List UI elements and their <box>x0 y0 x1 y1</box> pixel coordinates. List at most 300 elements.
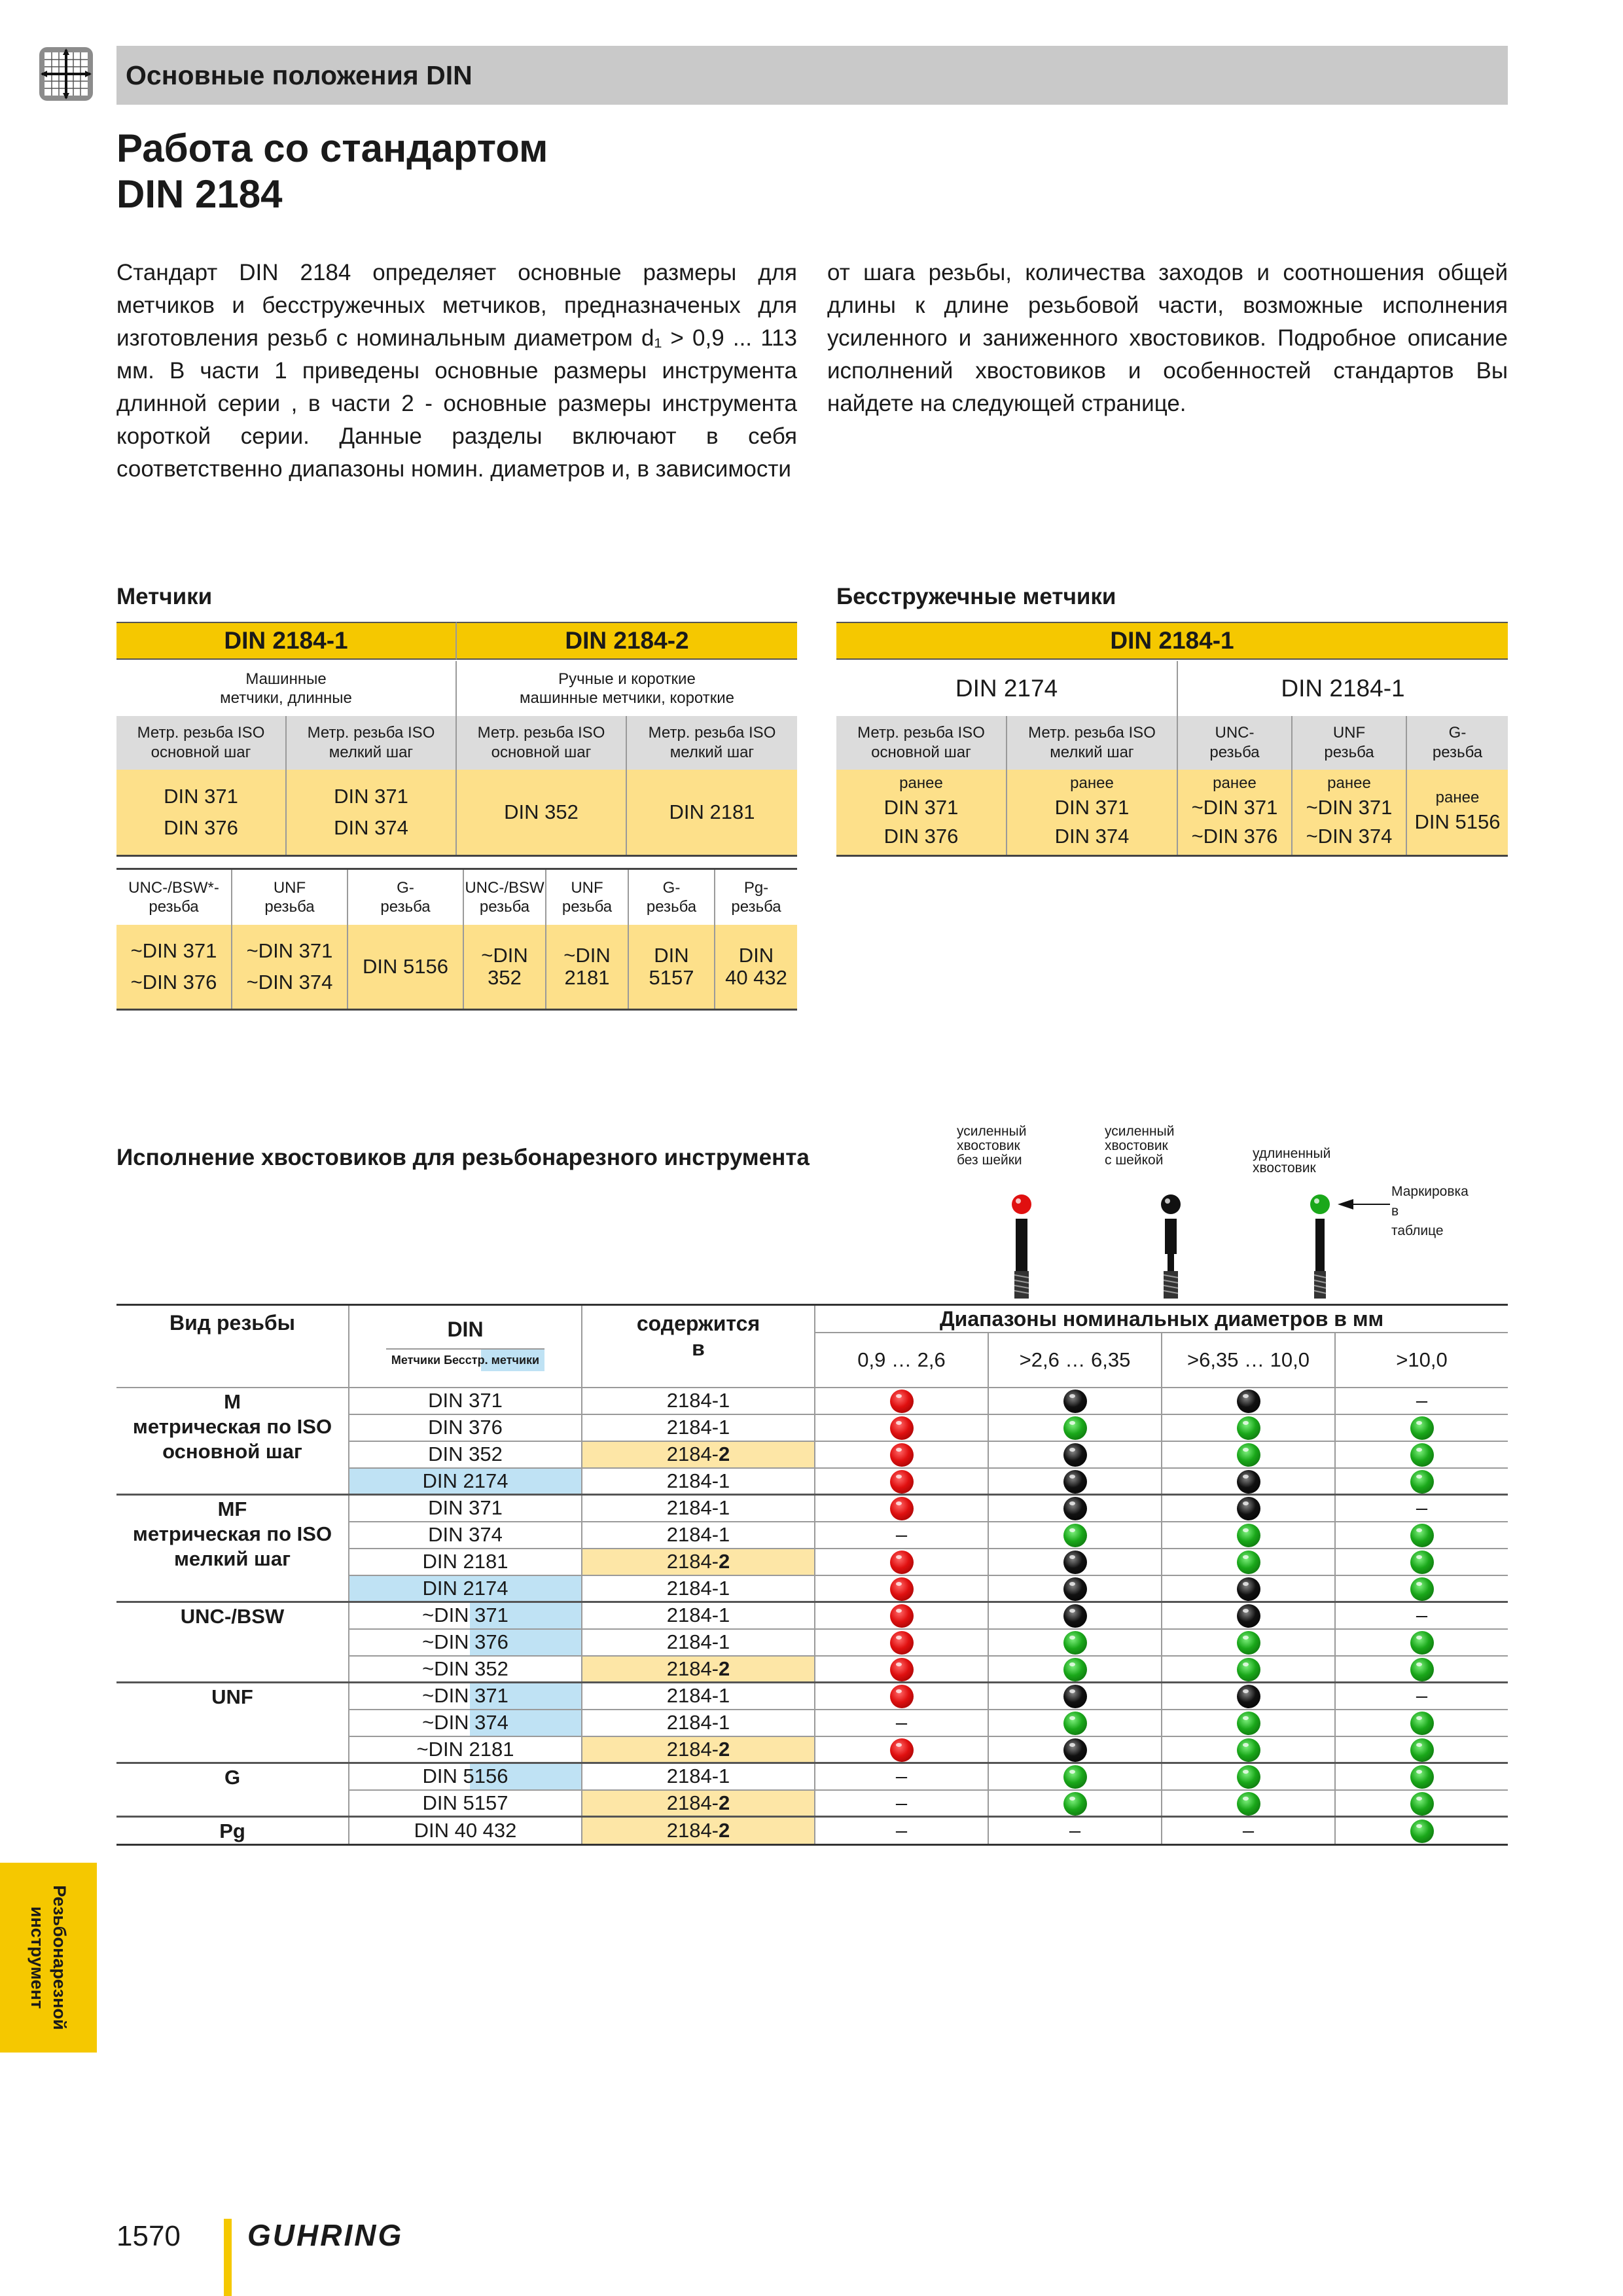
taps2-col-l2: резьба <box>149 898 199 916</box>
din-cell: DIN 376 <box>349 1414 582 1441</box>
taps2-value-a: ~DIN 371 <box>246 939 333 962</box>
range-mark-cell <box>988 1575 1162 1602</box>
taps2-col-l1: UNC-/BSW <box>465 879 544 897</box>
taps2-col-l2: резьба <box>479 898 530 916</box>
taps-col-l1: Метр. резьба ISO <box>648 724 776 742</box>
range-mark-cell <box>815 1575 988 1602</box>
side-tab-line: Резьбонарезной <box>50 1885 69 2030</box>
formers-col-l2: основной шаг <box>871 744 971 761</box>
part-number: 2184-2 <box>666 1443 730 1465</box>
taps2-col-l1: UNF <box>273 879 306 897</box>
shank-reinforced-neck-icon <box>1154 1191 1187 1300</box>
taps-header-part1: DIN 2184-1 <box>116 622 457 660</box>
formers-value-b: ~DIN 374 <box>1306 825 1393 848</box>
taps-second-table <box>116 868 797 1011</box>
range-mark-cell <box>1335 1602 1508 1629</box>
not-available-dash: – <box>1416 1389 1428 1412</box>
formers-col-header <box>836 716 1007 770</box>
marker-caption-line: таблице <box>1391 1223 1444 1238</box>
taps-column-row <box>116 716 797 770</box>
range-mark-cell <box>1162 1629 1335 1656</box>
taps2-col-header <box>116 870 232 925</box>
col-header-ranges: Диапазоны номинальных диаметров в мм <box>815 1305 1508 1333</box>
formers-value-a: DIN 371 <box>1054 796 1130 819</box>
taps2-col-header <box>232 870 348 925</box>
col-header-contained-in <box>582 1305 815 1388</box>
thread-type-line: M <box>224 1390 241 1413</box>
shank-caption-line: усиленный <box>1105 1124 1175 1139</box>
black-marker-icon <box>1237 1470 1260 1494</box>
red-marker-icon <box>890 1416 914 1440</box>
taps-subheader-part1-l1: Машинные <box>245 670 327 688</box>
range-mark-cell <box>1335 1817 1508 1845</box>
not-available-dash: – <box>895 1523 908 1546</box>
part-number: 2184-1 <box>666 1523 730 1546</box>
taps2-col-header <box>348 870 464 925</box>
green-marker-icon <box>1237 1416 1260 1440</box>
taps-value-a: DIN 371 <box>164 785 238 808</box>
green-marker-icon <box>1063 1631 1087 1655</box>
col-header-din-sub: Метчики Бесстр. метчики <box>386 1348 544 1371</box>
taps-value-b: DIN 374 <box>334 816 408 839</box>
range-mark-cell <box>815 1414 988 1441</box>
part-cell <box>582 1629 815 1656</box>
range-mark-cell <box>988 1763 1162 1790</box>
range-mark-cell <box>1162 1736 1335 1763</box>
din-cell: ~DIN 371 <box>349 1602 582 1629</box>
part-number: 2184-1 <box>666 1604 730 1627</box>
din-cell: ~DIN 376 <box>349 1629 582 1656</box>
table-row <box>116 1602 1508 1629</box>
col-header-thread-type: Вид резьбы <box>116 1305 349 1388</box>
green-marker-icon <box>1237 1792 1260 1816</box>
red-marker-icon <box>890 1551 914 1574</box>
not-available-dash: – <box>895 1765 908 1788</box>
range-mark-cell <box>988 1441 1162 1468</box>
taps-col-header <box>457 716 627 770</box>
formers-col-header <box>1293 716 1407 770</box>
part-number: 2184-1 <box>666 1469 730 1492</box>
part-cell <box>582 1575 815 1602</box>
not-available-dash: – <box>1416 1684 1428 1708</box>
part-number: 2184-1 <box>666 1630 730 1653</box>
formers-value-cell <box>1293 770 1407 855</box>
black-marker-icon <box>1237 1390 1260 1413</box>
range-mark-cell <box>1335 1629 1508 1656</box>
formers-label: Бесстружечные метчики <box>836 584 1116 609</box>
red-marker-icon <box>890 1631 914 1655</box>
formers-earlier-label: ранее <box>1213 774 1257 792</box>
range-mark-cell <box>988 1629 1162 1656</box>
green-marker-icon <box>1063 1765 1087 1789</box>
section-title: Основные положения DIN <box>126 60 473 90</box>
marker-caption-line: в <box>1391 1204 1399 1219</box>
range-mark-cell <box>815 1629 988 1656</box>
thread-type-cell <box>116 1388 349 1495</box>
range-mark-cell <box>1335 1388 1508 1414</box>
col-header-din <box>349 1305 582 1388</box>
formers-col-l2: резьба <box>1432 744 1483 761</box>
taps-col-header <box>116 716 287 770</box>
taps-header-part2: DIN 2184-2 <box>457 622 797 660</box>
formers-value-a: ~DIN 371 <box>1306 796 1393 819</box>
formers-subheader-row <box>836 661 1508 716</box>
taps-value-b: DIN 376 <box>164 816 238 839</box>
thread-type-line: G <box>224 1766 241 1789</box>
part-cell <box>582 1790 815 1817</box>
formers-value-b: DIN 376 <box>883 825 959 848</box>
taps-value-cell <box>287 770 457 855</box>
red-marker-icon <box>890 1658 914 1681</box>
din-cell: DIN 352 <box>349 1441 582 1468</box>
range-mark-cell <box>815 1549 988 1575</box>
taps-col-l2: основной шаг <box>491 744 592 761</box>
taps2-col-l2: резьба <box>731 898 781 916</box>
thread-type-line: UNF <box>211 1685 253 1708</box>
part-number: 2184-1 <box>666 1416 730 1439</box>
green-marker-icon <box>1063 1416 1087 1440</box>
not-available-dash: – <box>1069 1819 1081 1842</box>
taps-col-l1: Метр. резьба ISO <box>307 724 435 742</box>
taps-subheader-part1 <box>116 661 457 716</box>
taps-value-a: DIN 2181 <box>669 800 755 823</box>
taps2-col-l2: резьба <box>562 898 613 916</box>
formers-col-l1: UNF <box>1332 724 1366 742</box>
din-cell: DIN 5156 <box>349 1763 582 1790</box>
black-marker-icon <box>1237 1577 1260 1601</box>
taps-subheader-part2 <box>457 661 797 716</box>
range-mark-cell <box>1162 1790 1335 1817</box>
range-mark-cell <box>1162 1763 1335 1790</box>
green-marker-icon <box>1237 1712 1260 1735</box>
black-marker-icon <box>1063 1497 1087 1520</box>
formers-value-row <box>836 770 1508 857</box>
part-number: 2184-1 <box>666 1765 730 1788</box>
thread-type-line: UNC-/BSW <box>180 1605 285 1628</box>
page-number: 1570 <box>116 2220 181 2252</box>
range-mark-cell <box>1335 1790 1508 1817</box>
taps-value-cell <box>627 770 797 855</box>
formers-subheader-din2174: DIN 2174 <box>836 661 1178 716</box>
black-marker-icon <box>1237 1604 1260 1628</box>
not-available-dash: – <box>1416 1496 1428 1520</box>
taps2-col-l1: UNF <box>571 879 603 897</box>
marker-caption-line: Маркировка <box>1391 1184 1469 1199</box>
black-marker-icon <box>1063 1390 1087 1413</box>
green-marker-icon <box>1410 1738 1434 1762</box>
formers-earlier-label: ранее <box>899 774 943 792</box>
taps2-col-header <box>715 870 797 925</box>
taps2-col-l2: резьба <box>646 898 697 916</box>
taps-col-header <box>627 716 797 770</box>
range-mark-cell <box>1335 1575 1508 1602</box>
formers-col-header <box>1178 716 1293 770</box>
red-marker-icon <box>890 1604 914 1628</box>
range-mark-cell <box>1162 1656 1335 1683</box>
range-mark-cell <box>988 1522 1162 1549</box>
range-header: >10,0 <box>1335 1333 1508 1388</box>
part-cell <box>582 1710 815 1736</box>
formers-value-cell <box>836 770 1007 855</box>
formers-header-row <box>836 622 1508 660</box>
taps2-col-l1: G- <box>397 879 414 897</box>
range-mark-cell <box>1335 1441 1508 1468</box>
green-marker-icon <box>1410 1416 1434 1440</box>
side-tab-text <box>26 1885 71 2030</box>
range-mark-cell <box>1335 1710 1508 1736</box>
part-suffix: 2 <box>719 1443 730 1465</box>
part-cell <box>582 1388 815 1414</box>
formers-col-l1: G- <box>1448 724 1467 742</box>
range-mark-cell <box>988 1602 1162 1629</box>
red-marker-icon <box>890 1738 914 1762</box>
taps2-value-cell <box>629 925 715 1009</box>
thread-type-cell <box>116 1602 349 1683</box>
thread-type-line: метрическая по ISO <box>132 1522 332 1545</box>
part-suffix: 2 <box>719 1657 730 1680</box>
part-number: 2184-1 <box>666 1389 730 1412</box>
thread-type-cell <box>116 1763 349 1817</box>
marker-arrow-icon <box>1338 1196 1390 1212</box>
black-marker-icon <box>1063 1577 1087 1601</box>
side-tab-line: инструмент <box>27 1906 47 2009</box>
green-marker-icon <box>1410 1443 1434 1467</box>
part-number: 2184-1 <box>666 1684 730 1708</box>
not-available-dash: – <box>1416 1604 1428 1627</box>
green-marker-icon <box>1410 1524 1434 1547</box>
din-cell: ~DIN 374 <box>349 1710 582 1736</box>
range-mark-cell <box>1335 1414 1508 1441</box>
shank-caption-line: хвостовик <box>1105 1138 1168 1153</box>
formers-value-a: DIN 371 <box>883 796 959 819</box>
range-mark-cell <box>1162 1575 1335 1602</box>
formers-value-b: ~DIN 376 <box>1191 825 1278 848</box>
part-number: 2184-2 <box>666 1737 730 1761</box>
shanks-heading: Исполнение хвостовиков для резьбонарезного инструмента <box>116 1145 810 1170</box>
part-cell <box>582 1549 815 1575</box>
taps2-value-cell <box>546 925 629 1009</box>
black-marker-icon <box>1063 1443 1087 1467</box>
din-cell: DIN 2174 <box>349 1575 582 1602</box>
taps2-col-l2: резьба <box>380 898 431 916</box>
shank-caption-line: хвостовик <box>1253 1160 1316 1175</box>
part-cell <box>582 1414 815 1441</box>
thread-type-line: Pg <box>219 1820 245 1842</box>
brand-logo: GUHRING <box>247 2218 404 2252</box>
range-mark-cell <box>1335 1763 1508 1790</box>
green-marker-icon <box>1410 1765 1434 1789</box>
black-marker-icon <box>1063 1470 1087 1494</box>
part-cell <box>582 1495 815 1522</box>
formers-col-l2: резьба <box>1209 744 1260 761</box>
taps-col-l2: основной шаг <box>151 744 251 761</box>
not-available-dash: – <box>895 1819 908 1842</box>
taps-subheader-part2-l1: Ручные и короткие <box>558 670 696 688</box>
shank-caption-line: удлиненный <box>1253 1146 1331 1161</box>
range-mark-cell <box>1162 1710 1335 1736</box>
range-mark-cell <box>815 1522 988 1549</box>
part-cell <box>582 1602 815 1629</box>
formers-value-a: ~DIN 371 <box>1191 796 1278 819</box>
red-marker-icon <box>890 1685 914 1708</box>
formers-value-cell <box>1407 770 1508 855</box>
range-mark-cell <box>1162 1468 1335 1495</box>
green-marker-icon <box>1410 1712 1434 1735</box>
taps2-col-header <box>546 870 629 925</box>
taps-value-row <box>116 770 797 857</box>
shank-caption-line: усиленный <box>957 1124 1027 1139</box>
taps-subheader-row <box>116 661 797 716</box>
range-header: >2,6 … 6,35 <box>988 1333 1162 1388</box>
thread-type-cell <box>116 1817 349 1845</box>
green-marker-icon <box>1410 1551 1434 1574</box>
taps2-value-b: ~DIN 376 <box>130 971 217 994</box>
range-mark-cell <box>988 1414 1162 1441</box>
thread-type-line: основной шаг <box>162 1439 302 1463</box>
green-marker-icon <box>1237 1551 1260 1574</box>
formers-earlier-label: ранее <box>1070 774 1114 792</box>
thread-type-line: метрическая по ISO <box>132 1414 332 1438</box>
range-mark-cell <box>1162 1495 1335 1522</box>
green-marker-icon <box>1063 1658 1087 1681</box>
taps2-value-a: DIN 5156 <box>363 955 448 978</box>
taps2-value-a: ~DIN 371 <box>130 939 217 962</box>
table-row <box>116 1683 1508 1710</box>
formers-header: DIN 2184-1 <box>836 622 1508 660</box>
shank-caption-line: хвостовик <box>957 1138 1020 1153</box>
shank-caption-line: с шейкой <box>1105 1153 1164 1168</box>
thread-type-cell <box>116 1495 349 1602</box>
formers-value-b: DIN 374 <box>1054 825 1130 848</box>
taps-label: Метчики <box>116 584 213 609</box>
taps2-value-b: ~DIN 374 <box>246 971 333 994</box>
taps-col-l1: Метр. резьба ISO <box>477 724 605 742</box>
shank-caption-extended <box>1253 1147 1330 1175</box>
part-cell <box>582 1522 815 1549</box>
shank-extended-icon <box>1304 1191 1336 1300</box>
part-suffix: 2 <box>719 1737 730 1761</box>
green-marker-icon <box>1063 1712 1087 1735</box>
range-mark-cell <box>988 1388 1162 1414</box>
taps-subheader-part2-l2: машинные метчики, короткие <box>519 689 734 707</box>
side-tab <box>0 1863 97 2053</box>
taps-col-l1: Метр. резьба ISO <box>137 724 265 742</box>
green-marker-icon <box>1410 1658 1434 1681</box>
table-row <box>116 1817 1508 1845</box>
black-marker-icon <box>1237 1685 1260 1708</box>
range-mark-cell <box>815 1602 988 1629</box>
range-mark-cell <box>988 1683 1162 1710</box>
footer-accent-bar <box>224 2219 232 2296</box>
taps2-value-cell <box>232 925 348 1009</box>
taps-value-a: DIN 371 <box>334 785 408 808</box>
taps2-value-b: 40 432 <box>725 966 787 989</box>
range-mark-cell <box>988 1736 1162 1763</box>
part-cell <box>582 1656 815 1683</box>
table-row <box>116 1495 1508 1522</box>
green-marker-icon <box>1237 1765 1260 1789</box>
din-cell: ~DIN 371 <box>349 1683 582 1710</box>
part-cell <box>582 1763 815 1790</box>
taps2-col-l1: UNC-/BSW*- <box>128 879 219 897</box>
formers-col-l1: UNC- <box>1215 724 1255 742</box>
green-marker-icon <box>1237 1631 1260 1655</box>
range-mark-cell <box>1162 1602 1335 1629</box>
part-number: 2184-2 <box>666 1791 730 1814</box>
taps-value-cell <box>457 770 627 855</box>
red-marker-icon <box>890 1577 914 1601</box>
part-suffix: 2 <box>719 1819 730 1842</box>
range-mark-cell <box>1335 1495 1508 1522</box>
formers-value-cell <box>1007 770 1178 855</box>
range-mark-cell <box>1335 1656 1508 1683</box>
range-mark-cell <box>1335 1736 1508 1763</box>
range-mark-cell <box>815 1736 988 1763</box>
din-cell: ~DIN 352 <box>349 1656 582 1683</box>
range-mark-cell <box>988 1468 1162 1495</box>
intro-text-right: от шага резьбы, количества заходов и соотношения общей длины к длине резьбовой части, возможные исполнения усиленного и заниженного хвостовиков. Подробное описание исполнений хвостовиков и особенностей стандартов Вы найдете на следующей странице. <box>827 260 1508 416</box>
range-mark-cell <box>815 1468 988 1495</box>
part-suffix: 2 <box>719 1550 730 1573</box>
red-marker-icon <box>890 1443 914 1467</box>
range-mark-cell <box>815 1763 988 1790</box>
part-number: 2184-1 <box>666 1576 730 1600</box>
range-mark-cell <box>1335 1468 1508 1495</box>
table-row <box>116 1388 1508 1414</box>
din-cell: DIN 374 <box>349 1522 582 1549</box>
range-mark-cell <box>815 1790 988 1817</box>
formers-col-l2: резьба <box>1324 744 1374 761</box>
marker-caption <box>1391 1182 1469 1241</box>
range-mark-cell <box>815 1710 988 1736</box>
not-available-dash: – <box>895 1791 908 1814</box>
range-mark-cell <box>1335 1683 1508 1710</box>
red-marker-icon <box>890 1497 914 1520</box>
taps2-value-cell <box>715 925 797 1009</box>
din-cell: DIN 40 432 <box>349 1817 582 1845</box>
shank-range-table <box>116 1304 1508 1846</box>
green-marker-icon <box>1237 1658 1260 1681</box>
taps2-value-a: ~DIN <box>481 944 528 967</box>
range-mark-cell <box>1162 1549 1335 1575</box>
range-mark-cell <box>815 1495 988 1522</box>
green-marker-icon <box>1237 1524 1260 1547</box>
page-title-line1: Работа со стандартом <box>116 126 548 170</box>
not-available-dash: – <box>1242 1819 1255 1842</box>
range-mark-cell <box>988 1790 1162 1817</box>
range-mark-cell <box>815 1441 988 1468</box>
range-mark-cell <box>988 1495 1162 1522</box>
part-number: 2184-2 <box>666 1550 730 1573</box>
range-mark-cell <box>988 1549 1162 1575</box>
black-marker-icon <box>1063 1604 1087 1628</box>
taps2-col-l1: G- <box>662 879 681 897</box>
formers-value-cell <box>1178 770 1293 855</box>
formers-col-l2: мелкий шаг <box>1050 744 1134 761</box>
part-cell <box>582 1468 815 1495</box>
black-marker-icon <box>1063 1738 1087 1762</box>
black-marker-icon <box>1063 1551 1087 1574</box>
thread-type-cell <box>116 1683 349 1763</box>
taps2-value-a: DIN <box>738 944 774 967</box>
range-header: >6,35 … 10,0 <box>1162 1333 1335 1388</box>
range-header: 0,9 … 2,6 <box>815 1333 988 1388</box>
taps-value-cell <box>116 770 287 855</box>
taps2-value-b: 2181 <box>564 966 610 989</box>
taps2-value-cell <box>348 925 464 1009</box>
shank-caption-reinforced-neck <box>1105 1124 1174 1168</box>
thread-type-line: MF <box>217 1498 247 1520</box>
